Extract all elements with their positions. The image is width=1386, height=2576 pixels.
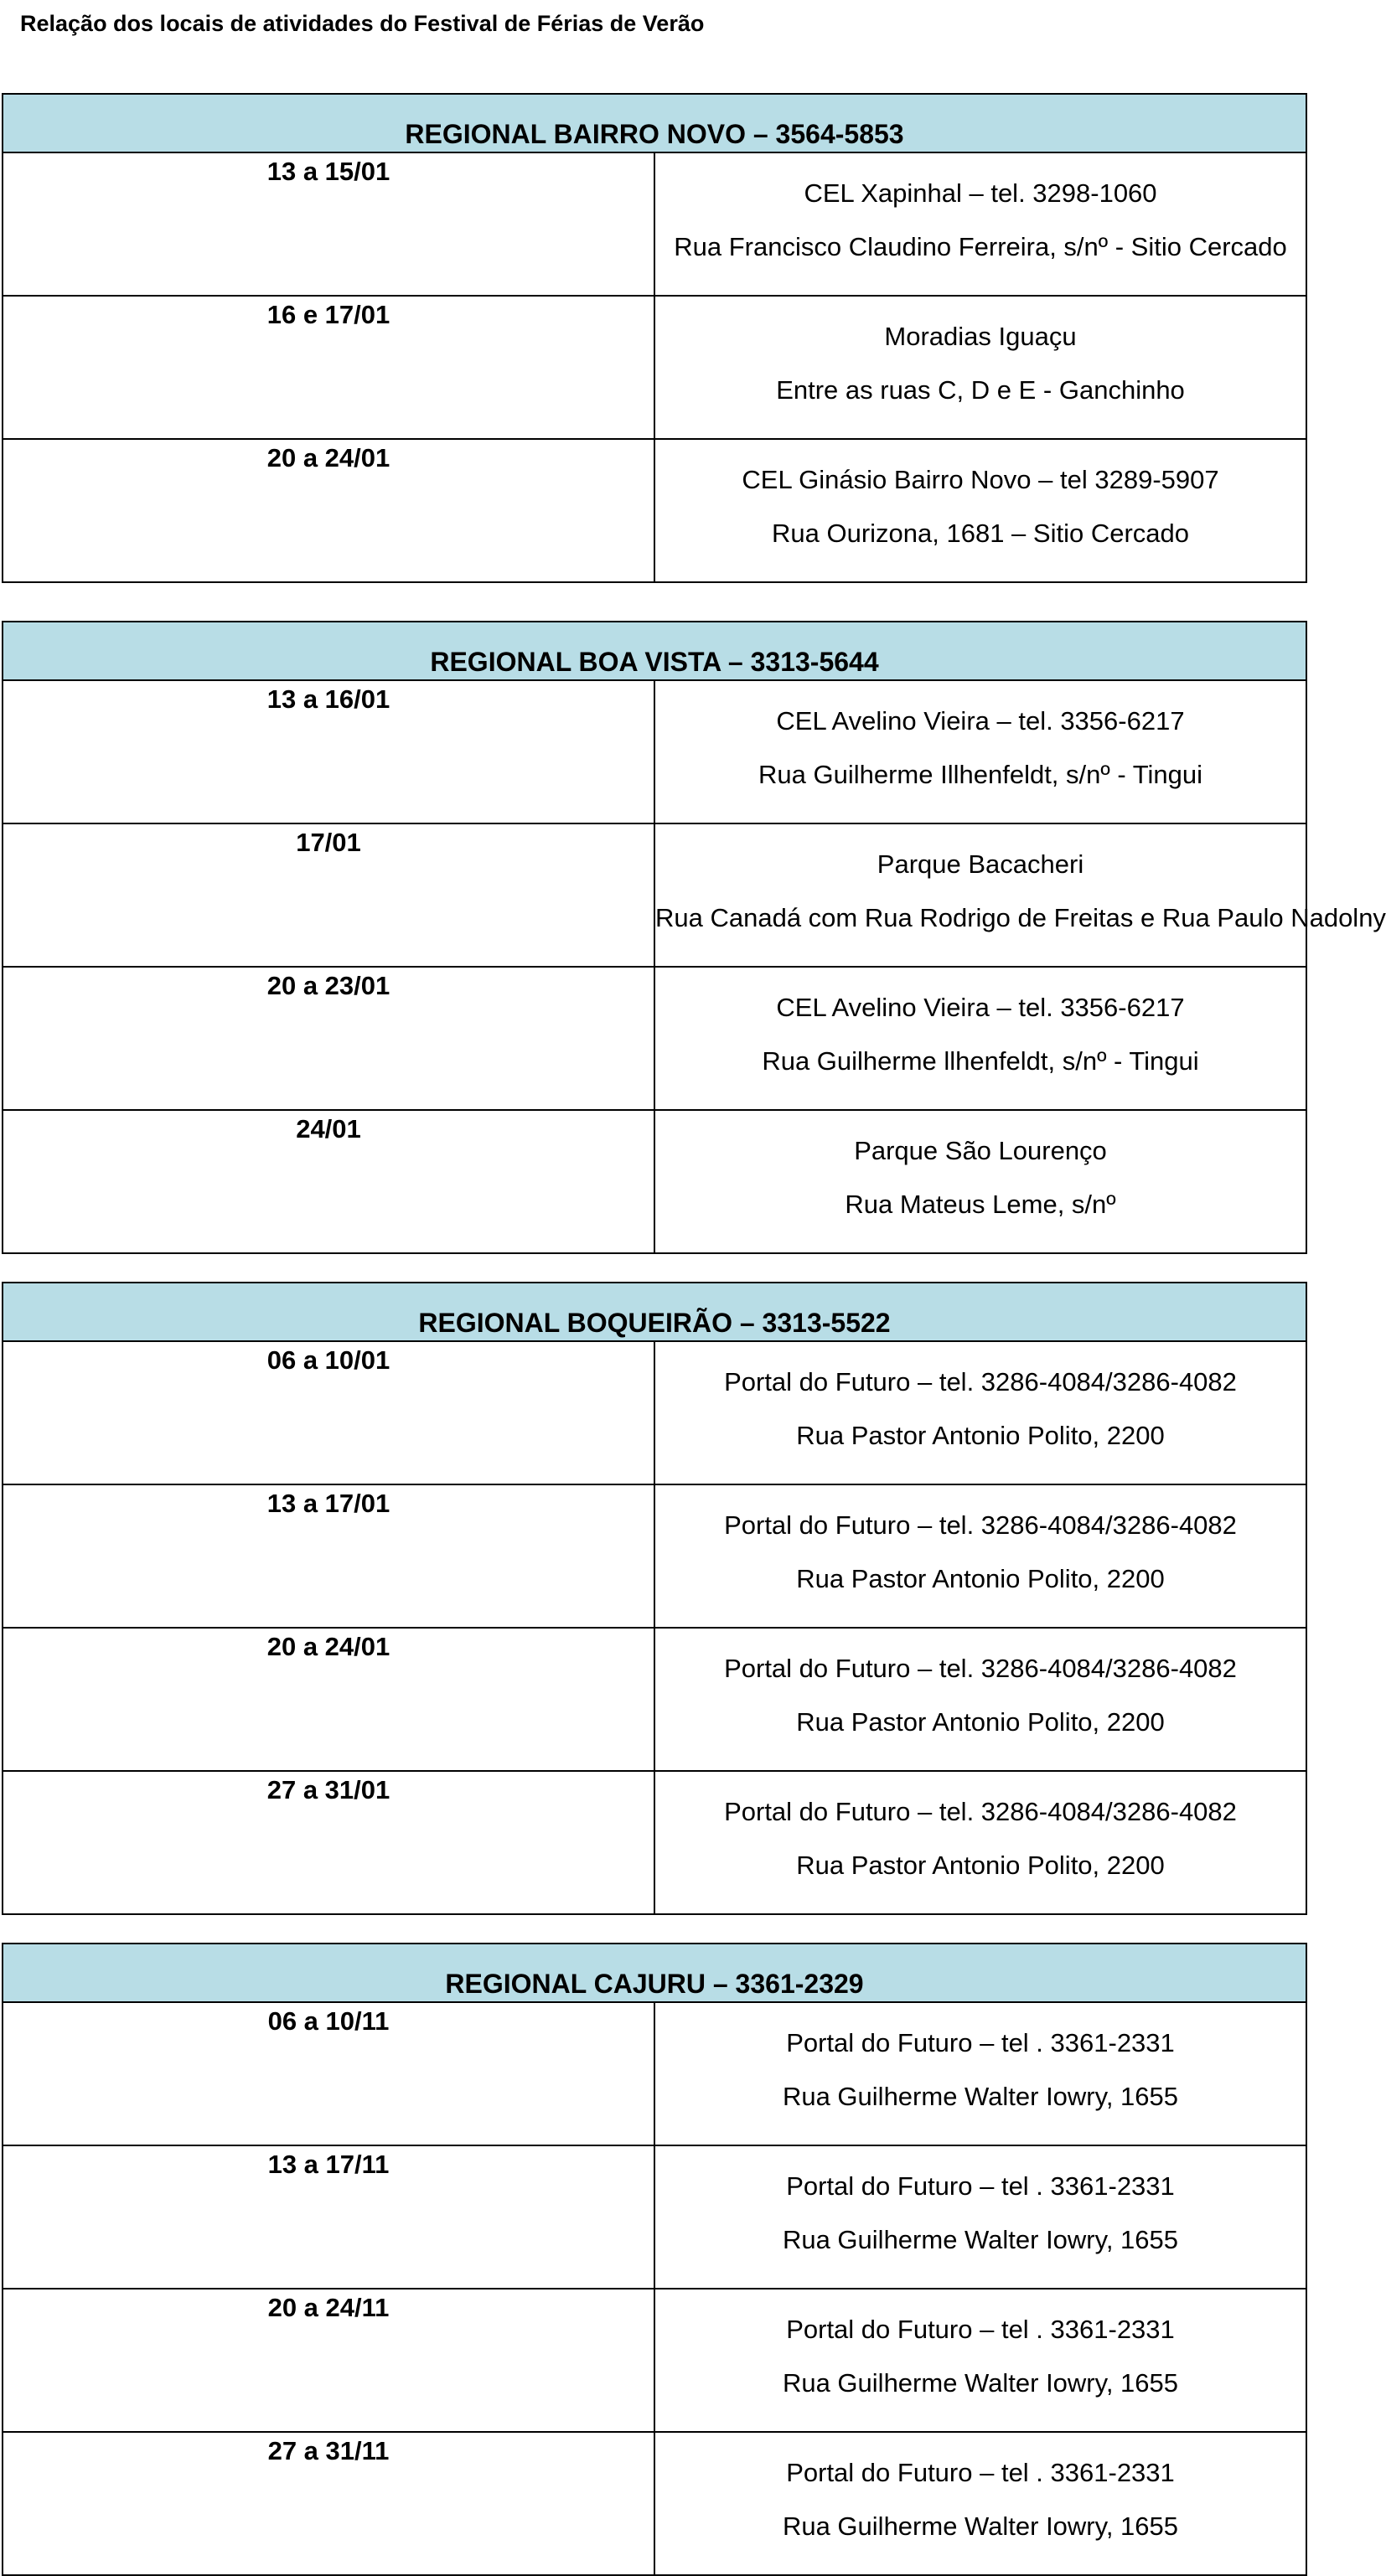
page-title: Relação dos locais de atividades do Festival de Férias de Verão <box>20 11 705 36</box>
table-row <box>3 1628 1306 1771</box>
location-name: Moradias Iguaçu <box>884 322 1077 351</box>
location-cell <box>654 152 1306 296</box>
regional-header: REGIONAL BOQUEIRÃO – 3313-5522 <box>3 1283 1306 1341</box>
table-row <box>3 439 1306 582</box>
location-name: Portal do Futuro – tel. 3286-4084/3286-4082 <box>724 1654 1237 1683</box>
table-row <box>3 1110 1306 1253</box>
date-cell: 20 a 23/01 <box>3 967 654 1110</box>
location-name: CEL Ginásio Bairro Novo – tel 3289-5907 <box>742 465 1219 494</box>
location-cell <box>654 1628 1306 1771</box>
location-address: Rua Pastor Antonio Polito, 2200 <box>796 1421 1165 1450</box>
date-cell: 27 a 31/01 <box>3 1771 654 1914</box>
location-cell <box>654 680 1306 823</box>
date-cell: 20 a 24/11 <box>3 2289 654 2432</box>
location-address: Entre as ruas C, D e E - Ganchinho <box>776 375 1185 405</box>
regional-table-bairro-novo <box>2 93 1307 583</box>
table-row <box>3 2145 1306 2289</box>
location-cell <box>654 967 1306 1110</box>
date-cell: 06 a 10/01 <box>3 1341 654 1484</box>
date-cell: 20 a 24/01 <box>3 1628 654 1771</box>
regional-header: REGIONAL BAIRRO NOVO – 3564-5853 <box>3 94 1306 152</box>
date-cell: 27 a 31/11 <box>3 2432 654 2575</box>
date-cell: 13 a 17/01 <box>3 1484 654 1628</box>
location-cell <box>654 296 1306 439</box>
regional-header: REGIONAL CAJURU – 3361-2329 <box>3 1944 1306 2002</box>
location-cell <box>654 1484 1306 1628</box>
location-address: Rua Pastor Antonio Polito, 2200 <box>796 1851 1165 1880</box>
date-cell: 13 a 16/01 <box>3 680 654 823</box>
location-address: Rua Pastor Antonio Polito, 2200 <box>796 1707 1165 1737</box>
location-name: Parque São Lourenço <box>854 1136 1107 1165</box>
location-cell <box>654 2145 1306 2289</box>
location-name: Portal do Futuro – tel . 3361-2331 <box>786 2171 1175 2201</box>
date-cell: 24/01 <box>3 1110 654 1253</box>
location-address: Rua Guilherme Walter Iowry, 1655 <box>782 2225 1179 2254</box>
table-row <box>3 152 1306 296</box>
location-name: Portal do Futuro – tel. 3286-4084/3286-4082 <box>724 1367 1237 1396</box>
table-row <box>3 2432 1306 2575</box>
location-name: Portal do Futuro – tel . 3361-2331 <box>786 2315 1175 2344</box>
regional-header: REGIONAL BOA VISTA – 3313-5644 <box>3 622 1306 680</box>
location-cell <box>654 1771 1306 1914</box>
date-cell: 13 a 17/11 <box>3 2145 654 2289</box>
location-address: Rua Guilherme Illhenfeldt, s/nº - Tingui <box>758 760 1202 789</box>
date-cell: 13 a 15/01 <box>3 152 654 296</box>
location-cell <box>654 2289 1306 2432</box>
location-name: Parque Bacacheri <box>877 849 1084 879</box>
location-address: Rua Guilherme llhenfeldt, s/nº - Tingui <box>762 1046 1199 1076</box>
location-name: Portal do Futuro – tel. 3286-4084/3286-4082 <box>724 1797 1237 1826</box>
location-name: Portal do Futuro – tel. 3286-4084/3286-4082 <box>724 1510 1237 1540</box>
location-address: Rua Canadá com Rua Rodrigo de Freitas e Rua Paulo Nadolny <box>655 903 1386 932</box>
table-row <box>3 680 1306 823</box>
location-name: CEL Avelino Vieira – tel. 3356-6217 <box>776 706 1185 736</box>
date-cell: 16 e 17/01 <box>3 296 654 439</box>
location-name: Portal do Futuro – tel . 3361-2331 <box>786 2458 1175 2487</box>
table-row <box>3 823 1306 967</box>
location-address: Rua Guilherme Walter Iowry, 1655 <box>782 2368 1179 2398</box>
location-name: CEL Avelino Vieira – tel. 3356-6217 <box>776 993 1185 1022</box>
location-cell <box>654 2002 1306 2145</box>
location-address: Rua Guilherme Walter Iowry, 1655 <box>782 2511 1179 2541</box>
location-cell <box>654 2432 1306 2575</box>
location-address: Rua Ourizona, 1681 – Sitio Cercado <box>771 519 1189 548</box>
regional-table-boa-vista <box>2 621 1386 1254</box>
location-cell <box>654 823 1386 967</box>
table-row <box>3 2289 1306 2432</box>
table-row <box>3 296 1306 439</box>
table-row <box>3 967 1306 1110</box>
location-cell <box>654 439 1306 582</box>
location-address: Rua Guilherme Walter Iowry, 1655 <box>782 2082 1179 2111</box>
table-row <box>3 2002 1306 2145</box>
date-cell: 06 a 10/11 <box>3 2002 654 2145</box>
location-cell <box>654 1341 1306 1484</box>
table-row <box>3 1484 1306 1628</box>
regional-table-cajuru <box>2 1943 1307 2576</box>
date-cell: 17/01 <box>3 823 654 967</box>
regional-table-boqueirao <box>2 1282 1307 1915</box>
location-name: CEL Xapinhal – tel. 3298-1060 <box>804 178 1157 208</box>
table-row <box>3 1341 1306 1484</box>
table-row <box>3 1771 1306 1914</box>
location-cell <box>654 1110 1306 1253</box>
location-name: Portal do Futuro – tel . 3361-2331 <box>786 2028 1175 2057</box>
date-cell: 20 a 24/01 <box>3 439 654 582</box>
location-address: Rua Mateus Leme, s/nº <box>845 1190 1116 1219</box>
location-address: Rua Pastor Antonio Polito, 2200 <box>796 1564 1165 1593</box>
location-address: Rua Francisco Claudino Ferreira, s/nº - Sitio Cercado <box>674 232 1287 261</box>
